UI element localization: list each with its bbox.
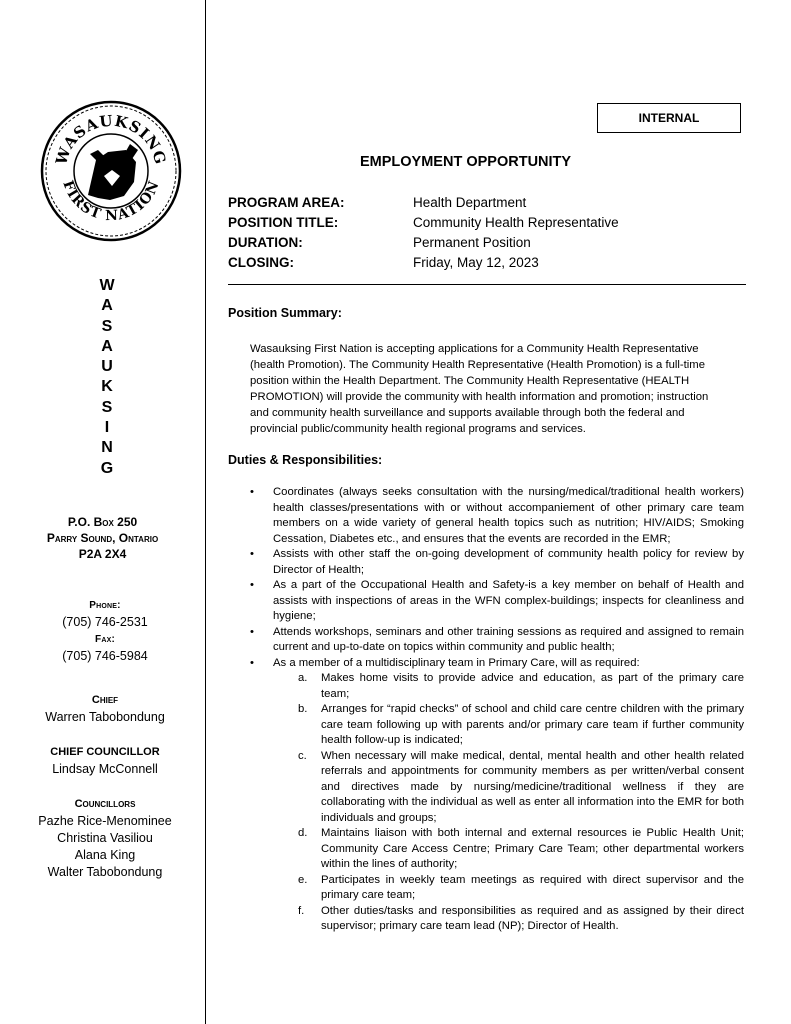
list-item: • Assists with other staff the on-going development of community health policy for review by Director of Health; (228, 547, 744, 578)
list-item: • As a member of a multidisciplinary team in Primary Care, will as required: a. Makes home visits to provide advice and education, as part of the primary care team; b. Arranges for “rapid checks” of school and child care centre children with the primary care team following up with parents and/or primary care team if further community health follow-up is indicated; c. When necessary will make medical, dental, mental health and other health related referrals and appointments for community members as per written/verbal consent and directives made by nursing/medicine/traditional wellness if they are collaborating with the individual as well as enter all information into the EMR for both individuals and groups; d. Maintains liaison with both internal and external resources ie Public Health Unit; Community Care Access Centre; Primary Care Team; other departmental workers within the lines of authority; e. Participates in weekly team meetings as required with direct supervisor and the primary care team; f. Other duties/tasks and responsibilities as required and as assigned by their direct supervisor; primary care team lead (NP); Director of Health. (228, 656, 744, 935)
duration-label: DURATION: (228, 235, 303, 250)
sub-list-item: c. When necessary will make medical, dental, mental health and other health related referrals and appointments for community members as per written/verbal consent and directives made by nursing/medicine/traditional wellness if they are collaborating with the individual as well as enter all information into the EMR for both individuals and groups; (298, 749, 744, 824)
position-title-value: Community Health Representative (413, 215, 619, 230)
summary-text: Wasauksing First Nation is accepting applications for a Community Health Representative (health Promotion). The Community Health Representative (Health Promotion) is a full-time position within the Health Department. The Community Health Representative (HEALTH PROMOTION) will provide the community with health information and promotion; instruction and community health surveillance and supports available through both the federal and provincial public/community health regional programs and services. (250, 343, 709, 435)
vertical-community-name: W A S A U K S I N G (99, 277, 115, 477)
councillor-name: Pazhe Rice-Menominee (38, 814, 172, 828)
chief-block: Chief Warren Tabobondung (0, 692, 210, 726)
program-area-label: PROGRAM AREA: (228, 195, 345, 210)
program-area-value: Health Department (413, 195, 527, 210)
sub-list-item: b. Arranges for “rapid checks” of school and child care centre children with the primary care team following up with parents and/or primary care team if further community health follow-up is indicated; (298, 703, 744, 746)
list-item: • Attends workshops, seminars and other training sessions as required and assigned to remain current and up-to-date on topics within community and public health; (228, 625, 744, 656)
list-item: • Coordinates (always seeks consultation with the nursing/medical/traditional health workers) health classes/presentations with or without accompaniement of other primary care team members on a wide variety of general health topics such as nutrition; HIV/AIDS; Smoking Cessation, Diabetes etc., and ensures that the events are recorded in the EMR; (228, 485, 744, 547)
position-title-label: POSITION TITLE: (228, 215, 339, 230)
phone-number: (705) 746-2531 (62, 615, 148, 629)
internal-badge: INTERNAL (597, 103, 741, 133)
duration-value: Permanent Position (413, 235, 531, 250)
phone-label: Phone: (89, 600, 121, 611)
sub-list-item: f. Other duties/tasks and responsibilities as required and as assigned by their direct supervisor; primary care team lead (NP); Director of Health. (298, 904, 744, 932)
divider (228, 284, 746, 285)
sidebar (0, 0, 206, 1024)
councillor-name: Alana King (74, 848, 136, 862)
sub-list-item: a. Makes home visits to provide advice and education, as part of the primary care team; (298, 672, 744, 700)
wasauksing-seal-logo (40, 100, 182, 242)
chief-name: Warren Tabobondung (45, 710, 165, 724)
sub-list-item: d. Maintains liaison with both internal and external resources ie Public Health Unit; Community Care Access Centre; Primary Care Team; other departmental workers within the lines of authority; (298, 827, 744, 870)
duties-heading: Duties & Responsibilities: (228, 453, 383, 467)
seal-text-top: WASAUKSING (52, 111, 170, 167)
councillor-name: Christina Vasiliou (57, 831, 153, 845)
duties-list (228, 485, 744, 935)
sub-duties-list (273, 671, 744, 935)
councillors-block: Councillors Pazhe Rice-Menominee Christina Vasiliou Alana King Walter Tabobondung (0, 796, 210, 881)
page-title: EMPLOYMENT OPPORTUNITY (360, 154, 572, 170)
mailing-address: P.O. Box 250 Parry Sound, Ontario P2A 2X4 (46, 515, 159, 561)
sub-list-item: e. Participates in weekly team meetings as required with direct supervisor and the primary care team; (298, 873, 744, 901)
seal-text-bottom: FIRST NATION (59, 178, 163, 225)
closing-value: Friday, May 12, 2023 (413, 255, 539, 270)
chief-councillor-block: CHIEF COUNCILLOR Lindsay McConnell (0, 744, 210, 778)
fax-number: (705) 746-5984 (62, 649, 148, 663)
closing-label: CLOSING: (228, 255, 294, 270)
councillor-name: Walter Tabobondung (47, 865, 163, 879)
contact-info (0, 597, 210, 665)
chief-councillor-name: Lindsay McConnell (52, 762, 158, 776)
fax-label: Fax: (95, 634, 115, 645)
program-details (228, 193, 748, 273)
list-item: • As a part of the Occupational Health and Safety-is a key member on behalf of Health and assists with inspections of areas in the WFN complex-buildings; inspects for cleanliness and hygiene; (228, 578, 744, 625)
summary-heading: Position Summary: (228, 306, 342, 320)
